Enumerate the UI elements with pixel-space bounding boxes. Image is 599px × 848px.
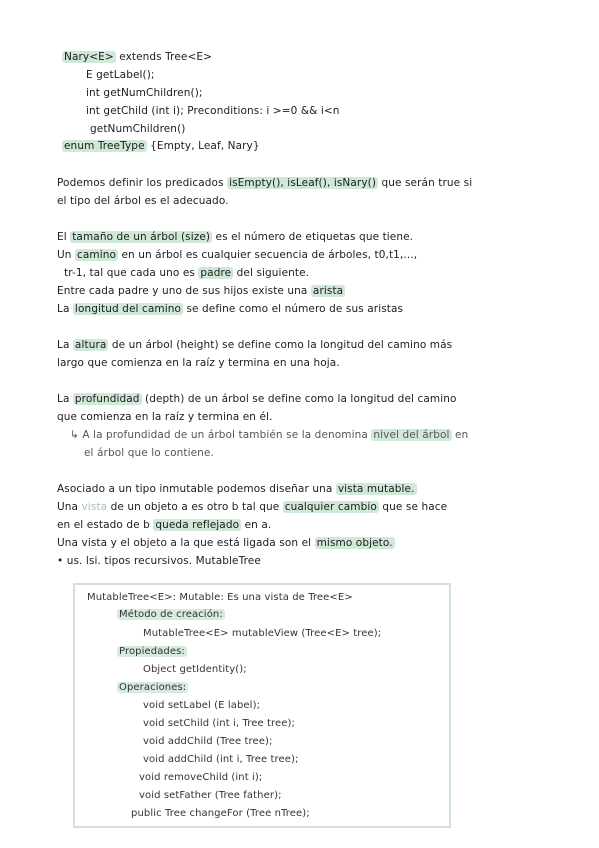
para3-line2: largo que comienza en la raíz y termina en una hoja. — [57, 357, 340, 369]
para4-line3: ↳ A la profundidad de un árbol también se la denomina nivel del árbol en — [70, 429, 469, 441]
para4-line4: el árbol que lo contiene. — [84, 447, 214, 459]
para5-line1: Asociado a un tipo inmutable podemos diseñar una vista mutable. — [57, 483, 415, 495]
para4-line2: que comienza en la raíz y termina en él. — [57, 411, 273, 423]
highlight: padre — [200, 267, 232, 279]
para3-line1: La altura de un árbol (height) se define como la longitud del camino más — [57, 339, 453, 351]
box-section-creation — [117, 608, 225, 622]
box-title: MutableTree<E>: Mutable: Es una vista de Tree<E> — [87, 592, 353, 603]
highlight: camino — [76, 249, 117, 261]
highlight: tamaño de un árbol (size) — [72, 231, 211, 243]
box-op-item: public Tree changeFor (Tree nTree); — [131, 808, 310, 819]
highlight: longitud del camino — [74, 303, 181, 315]
para4-line1: La profundidad (depth) de un árbol se define como la longitud del camino — [57, 393, 457, 405]
box-item: MutableTree<E> mutableView (Tree<E> tree); — [143, 628, 382, 639]
para5-line3: en el estado de b queda reflejado en a. — [57, 519, 272, 531]
mutabletree-box — [73, 583, 451, 828]
code-line: int getNumChildren(); — [86, 87, 203, 99]
para1-line1: Podemos definir los predicados isEmpty(), isLeaf(), isNary() que serán true si — [57, 177, 473, 189]
highlight: cualquier cambio — [284, 501, 377, 513]
highlight: nivel del árbol — [373, 429, 450, 441]
code-text: {Empty, Leaf, Nary} — [146, 140, 260, 152]
highlight: vista mutable. — [337, 483, 415, 495]
box-item: Object getIdentity(); — [143, 664, 247, 675]
highlight: queda reflejado — [155, 519, 240, 531]
para2-line2: Un camino en un árbol es cualquier secuencia de árboles, t0,t1,..., — [57, 249, 418, 261]
para5-line5: • us. lsi. tipos recursivos. MutableTree — [57, 555, 261, 567]
box-section-operations — [117, 681, 188, 695]
code-line: getNumChildren() — [90, 123, 186, 135]
para2-line5: La longitud del camino se define como el número de sus aristas — [57, 303, 404, 315]
highlight: Operaciones: — [119, 682, 187, 693]
para2-line4: Entre cada padre y uno de sus hijos existe una arista — [57, 285, 344, 297]
highlight: Propiedades: — [119, 646, 185, 657]
box-op-item: void setFather (Tree father); — [139, 790, 282, 801]
code-line-interface — [62, 50, 212, 64]
box-op-item: void setChild (int i, Tree tree); — [143, 718, 295, 729]
highlight: arista — [312, 285, 344, 297]
code-text: extends Tree<E> — [115, 51, 212, 63]
highlight: altura — [74, 339, 107, 351]
code-line: E getLabel(); — [86, 69, 155, 81]
highlight: Nary<E> — [64, 51, 114, 63]
para2-line1: El tamaño de un árbol (size) es el número de etiquetas que tiene. — [57, 231, 414, 243]
box-op-item: void removeChild (int i); — [139, 772, 263, 783]
box-op-item: void setLabel (E label); — [143, 700, 261, 711]
code-line-enum — [62, 139, 260, 153]
para1-line2: el tipo del árbol es el adecuado. — [57, 195, 229, 207]
box-op-item: void addChild (int i, Tree tree); — [143, 754, 299, 765]
para2-line3: tr-1, tal que cada uno es padre del siguiente. — [64, 267, 310, 279]
para5-line2: Una vista de un objeto a es otro b tal que cualquier cambio que se hace — [57, 501, 448, 513]
code-line: int getChild (int i); Preconditions: i >=0 && i<n — [86, 105, 340, 117]
highlight: enum TreeType — [64, 140, 145, 152]
highlight: mismo objeto. — [316, 537, 393, 549]
box-op-item: void addChild (Tree tree); — [143, 736, 273, 747]
soft-highlight: vista — [81, 501, 108, 513]
highlight: profundidad — [74, 393, 140, 405]
highlight: isEmpty(), isLeaf(), isNary() — [229, 177, 377, 189]
box-section-properties — [117, 645, 187, 659]
para5-line4: Una vista y el objeto a la que está ligada son el mismo objeto. — [57, 537, 393, 549]
highlight: Método de creación: — [119, 609, 223, 620]
